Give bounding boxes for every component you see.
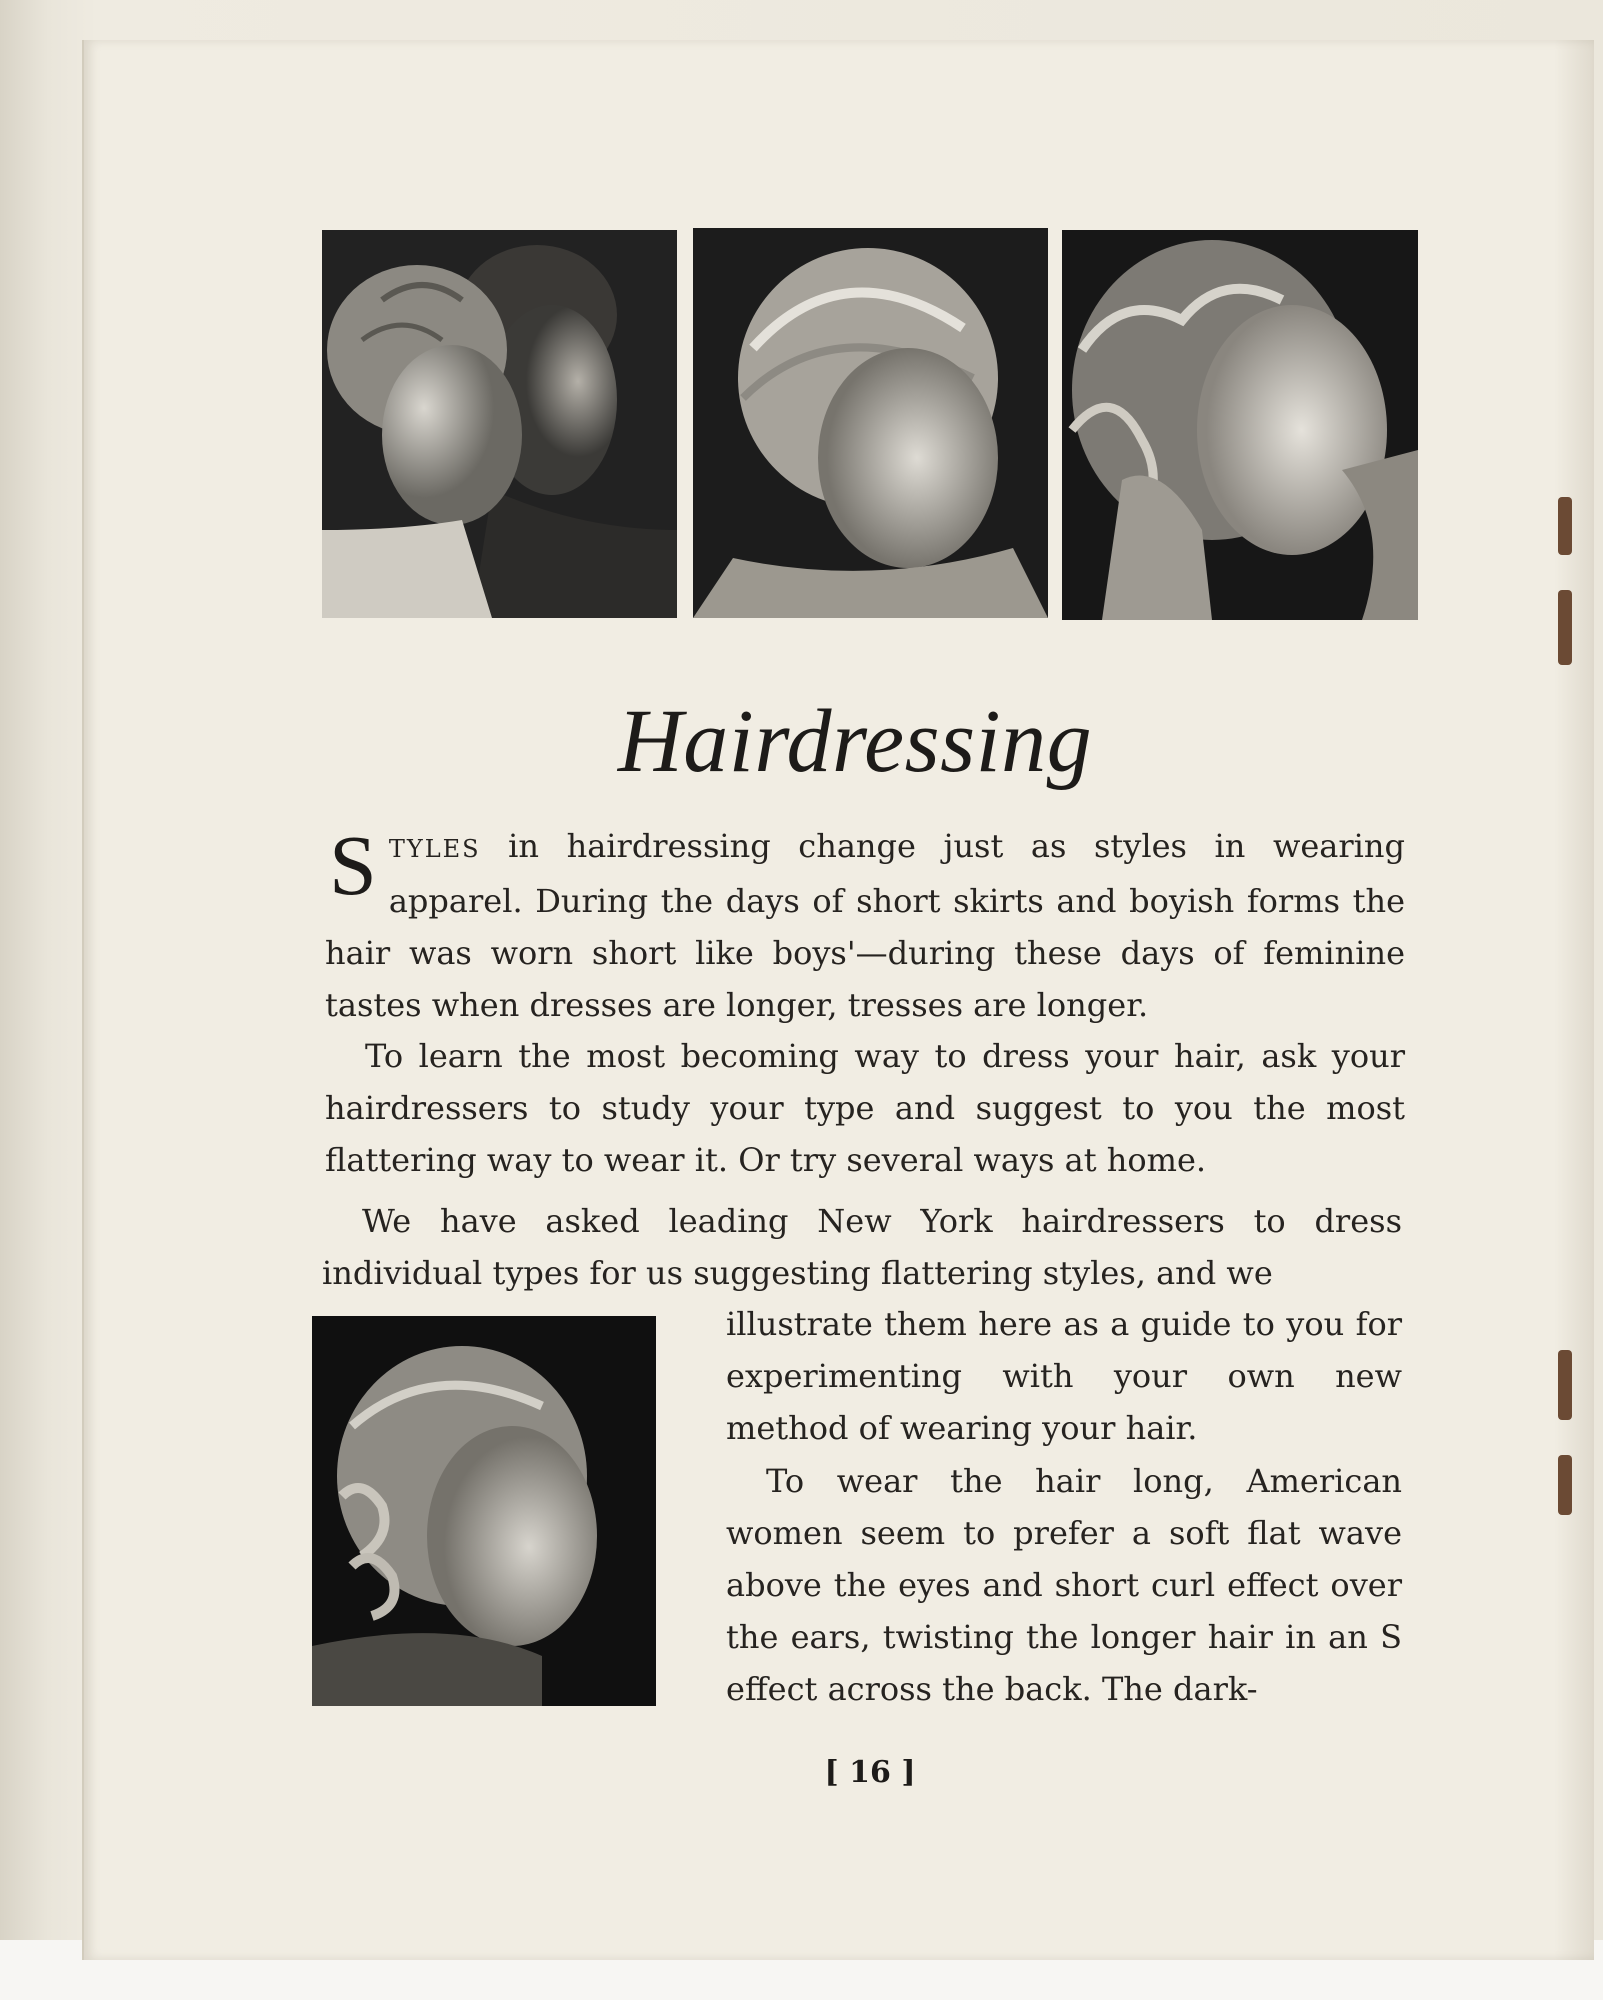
paragraph-intro — [325, 817, 1405, 1031]
drop-cap: S — [329, 817, 377, 913]
page-number: [ 16 ] — [824, 1755, 916, 1790]
paragraph-hairdressers: We have asked leading New York hairdressers to dress individual types for us suggesting flattering styles, and we — [322, 1202, 1402, 1292]
paragraph-illustrate: illustrate them here as a guide to you for experimenting with your own new method of wearing your hair. — [726, 1305, 1402, 1447]
photo-short-hair-profile — [693, 228, 1048, 618]
paragraph-advice: To learn the most becoming way to dress your hair, ask your hairdressers to study your type and suggest to you the most flattering way to wear it. Or try several ways at home. — [325, 1037, 1405, 1179]
photo-couple-portrait — [322, 230, 677, 618]
binding-stitch — [1558, 497, 1572, 555]
binding-stitch — [1558, 1455, 1572, 1515]
paragraph-long-hair: To wear the hair long, American women seem to prefer a soft flat wave above the eyes and short curl effect over the ears, twisting the longer hair in an S effect across the back. The dark- — [726, 1462, 1402, 1708]
photo-wavy-hair-portrait — [1062, 230, 1418, 620]
page-edge-shadow — [1554, 40, 1594, 1960]
binding-stitch — [1558, 1350, 1572, 1420]
paragraph-intro-smallcaps: TYLES — [388, 835, 481, 863]
paragraph-intro-text: in hairdressing change just as styles in wearing apparel. During the days of short skirts and boyish forms the hair was worn short like boys'—during these days of feminine tastes when dresses are longer, tresses are longer. — [325, 827, 1405, 1024]
binding-stitch — [1558, 590, 1572, 665]
article-title: Hairdressing — [617, 692, 1093, 791]
photo-curled-hair-portrait — [312, 1316, 656, 1706]
